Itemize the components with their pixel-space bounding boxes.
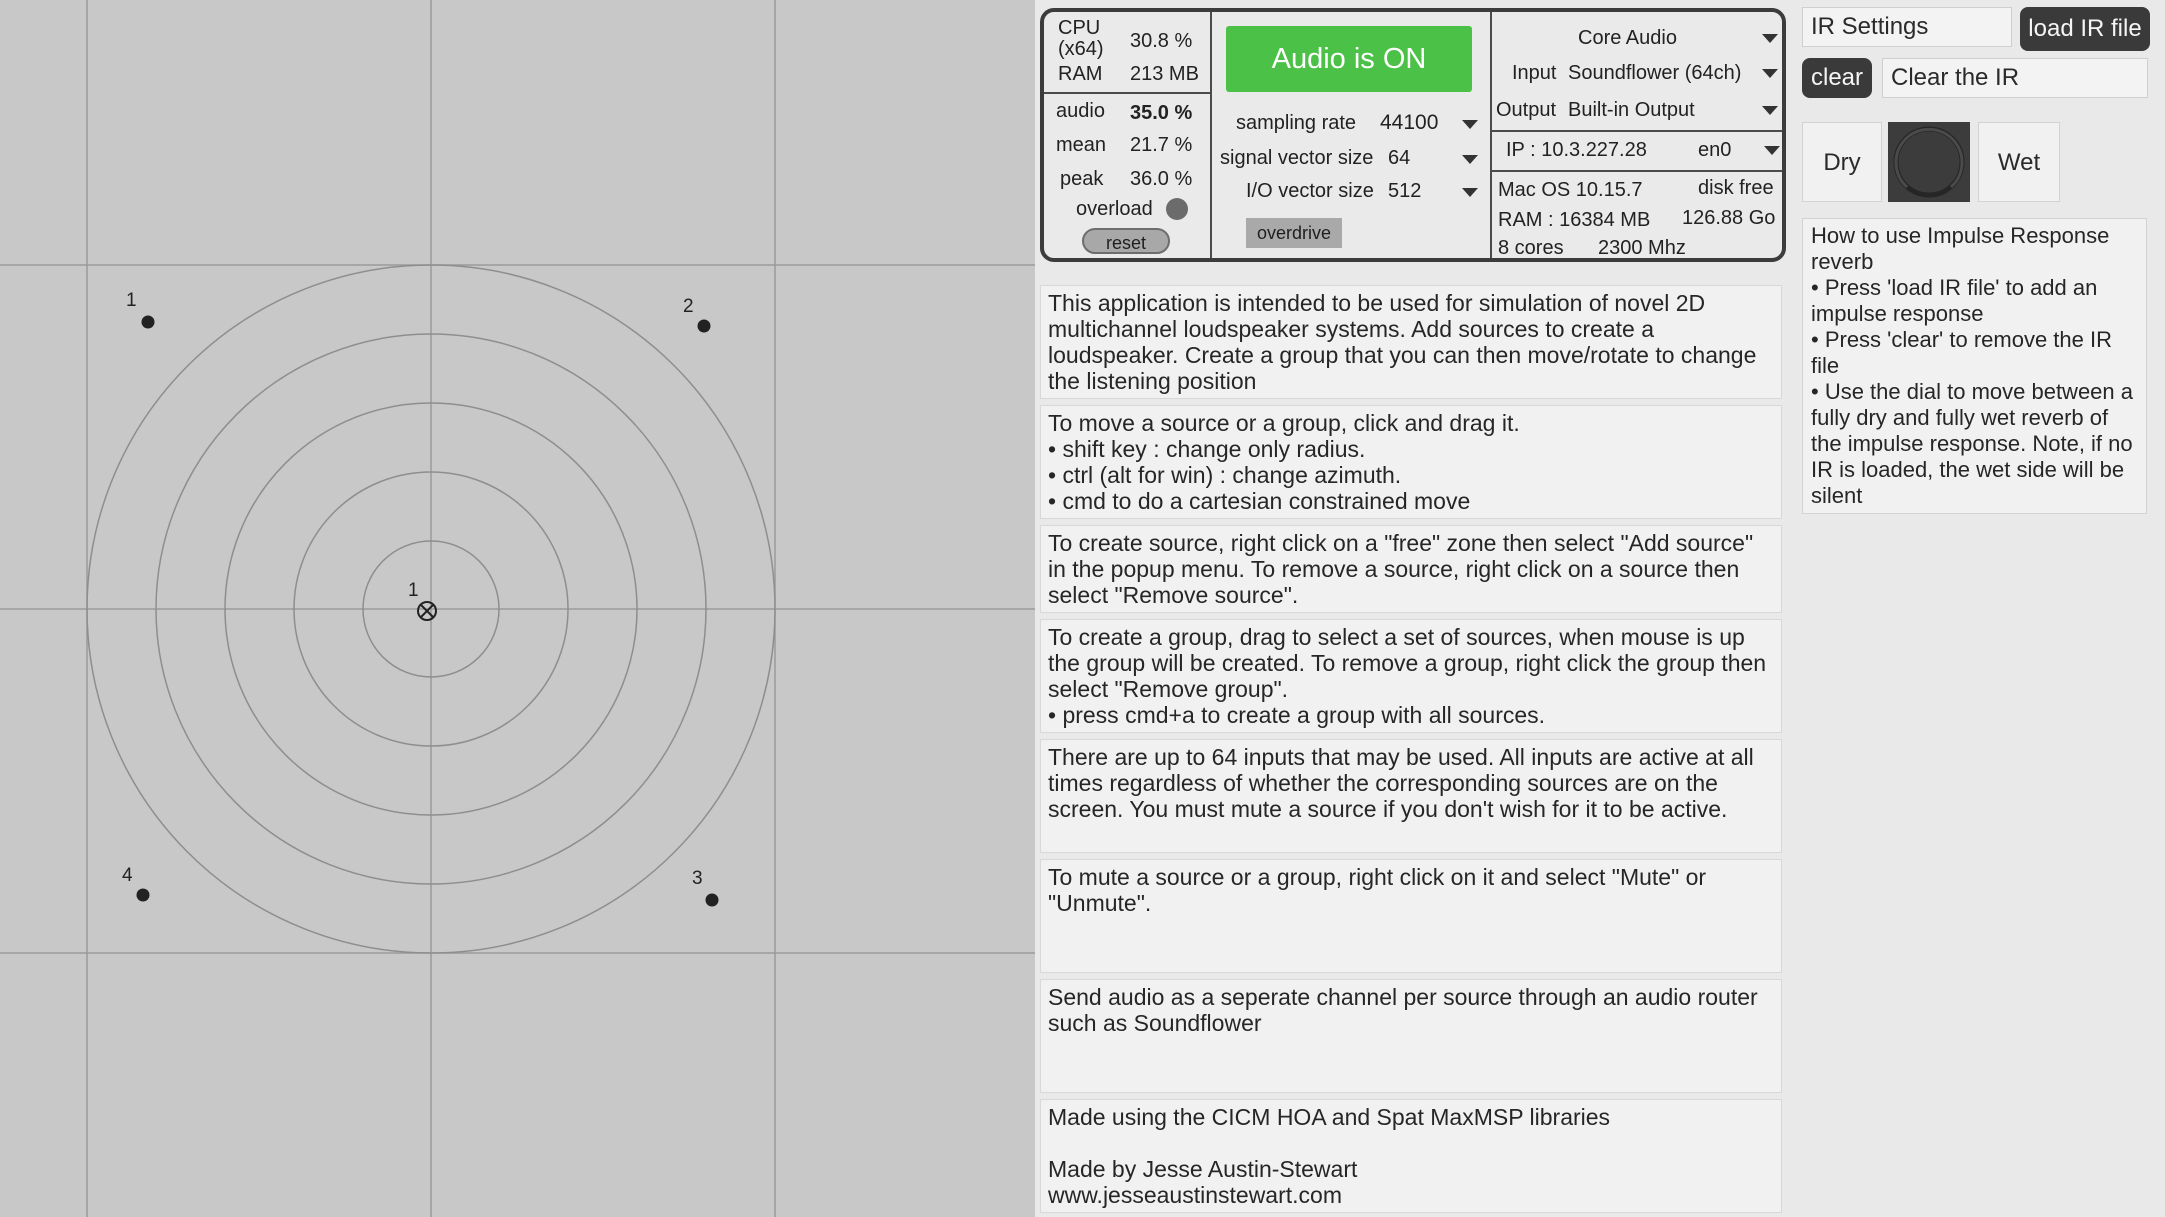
cpu-arch: (x64) [1058, 38, 1104, 60]
ram-total: RAM : 16384 MB [1498, 209, 1651, 231]
spatialization-canvas[interactable] [0, 0, 1035, 1217]
output-label: Output [1496, 99, 1557, 121]
group-marker-icon[interactable] [418, 602, 436, 620]
signal-vector-dropdown-icon[interactable] [1462, 155, 1478, 164]
dial-knob-icon[interactable] [1888, 122, 1970, 202]
clear-ir-description: Clear the IR [1882, 58, 2148, 98]
sampling-rate-dropdown-icon[interactable] [1462, 120, 1478, 129]
cpu-value: 30.8 % [1130, 30, 1193, 52]
dry-label: Dry [1802, 122, 1882, 202]
input-dropdown-icon[interactable] [1762, 69, 1778, 78]
source-point-2[interactable] [698, 320, 711, 333]
clear-ir-button[interactable]: clear [1802, 58, 1872, 98]
mean-value: 21.7 % [1130, 134, 1193, 156]
dsp-settings [1212, 12, 1492, 258]
sampling-rate-value[interactable]: 44100 [1380, 111, 1439, 134]
peak-label: peak [1060, 168, 1104, 190]
wet-label: Wet [1978, 122, 2060, 202]
load-ir-button[interactable]: load IR file [2020, 7, 2150, 51]
os-version: Mac OS 10.15.7 [1498, 179, 1643, 201]
audio-load-value: 35.0 % [1130, 102, 1193, 124]
info-box-credits: Made using the CICM HOA and Spat MaxMSP libraries Made by Jesse Austin-Stewart www.jesseaustinstewart.com [1040, 1099, 1782, 1213]
info-box-mute: To mute a source or a group, right click on it and select "Mute" or "Unmute". [1040, 859, 1782, 973]
output-dropdown-icon[interactable] [1762, 106, 1778, 115]
source-point-3[interactable] [706, 894, 719, 907]
source-label-2: 2 [683, 296, 694, 317]
reset-button[interactable]: reset [1082, 228, 1170, 254]
ip-address: IP : 10.3.227.28 [1506, 139, 1647, 161]
mean-label: mean [1056, 134, 1107, 156]
output-device-select[interactable]: Built-in Output [1568, 99, 1695, 121]
ir-settings-title: IR Settings [1802, 7, 2012, 47]
network-interface-select[interactable]: en0 [1698, 139, 1732, 161]
audio-toggle-button[interactable]: Audio is ON [1226, 26, 1472, 92]
device-info [1492, 12, 1786, 258]
ram-label: RAM [1058, 63, 1103, 85]
cpu-speed: 2300 Mhz [1598, 237, 1686, 259]
io-vector-value[interactable]: 512 [1388, 180, 1422, 202]
source-label-3: 3 [692, 868, 703, 889]
info-box-routing: Send audio as a seperate channel per source through an audio router such as Soundflower [1040, 979, 1782, 1093]
info-box-inputs: There are up to 64 inputs that may be used. All inputs are active at all times regardless of whether the corresponding sources are on the screen. You must mute a source if you don't wish for it to be active. [1040, 739, 1782, 853]
info-box-create-source: To create source, right click on a "free" zone then select "Add source" in the popup menu. To remove a source, right click on a source then select "Remove source". [1040, 525, 1782, 613]
signal-vector-label: signal vector size [1220, 147, 1374, 169]
cpu-label: CPU [1058, 17, 1101, 39]
overload-indicator [1166, 198, 1188, 220]
dry-wet-dial[interactable] [1888, 122, 1970, 202]
signal-vector-value[interactable]: 64 [1388, 147, 1411, 169]
driver-dropdown-icon[interactable] [1762, 34, 1778, 43]
ram-value: 213 MB [1130, 63, 1199, 85]
group-label: 1 [408, 580, 419, 601]
ir-help-text: How to use Impulse Response reverb • Press 'load IR file' to add an impulse response • Press 'clear' to remove the IR file • Use the dial to move between a fully dry and fully wet reverb of the impulse response. Note, if no IR is loaded, the wet side will be silent [1802, 218, 2147, 514]
disk-free-label: disk free [1698, 177, 1774, 199]
sampling-rate-label: sampling rate [1236, 112, 1357, 134]
io-vector-dropdown-icon[interactable] [1462, 188, 1478, 197]
source-point-1[interactable] [142, 316, 155, 329]
source-point-4[interactable] [137, 889, 150, 902]
input-label: Input [1512, 62, 1557, 84]
disk-free-value: 126.88 Go [1682, 207, 1776, 229]
cpu-cores: 8 cores [1498, 237, 1564, 259]
cpu-monitor [1044, 12, 1212, 258]
overdrive-toggle[interactable]: overdrive [1246, 218, 1342, 248]
info-box-move: To move a source or a group, click and drag it. • shift key : change only radius. • ctrl (alt for win) : change azimuth. • cmd to do a cartesian constrained move [1040, 405, 1782, 519]
overload-label: overload [1076, 198, 1153, 220]
interface-dropdown-icon[interactable] [1764, 146, 1780, 155]
driver-select[interactable]: Core Audio [1578, 27, 1677, 49]
speaker-field-grid [0, 0, 1035, 1217]
io-vector-label: I/O vector size [1246, 180, 1374, 202]
info-box-create-group: To create a group, drag to select a set of sources, when mouse is up the group will be created. To remove a group, right click the group then select "Remove group". • press cmd+a to create a group with all sources. [1040, 619, 1782, 733]
info-box-intro: This application is intended to be used for simulation of novel 2D multichannel loudspeaker systems. Add sources to create a loudspeaker. Create a group that you can then move/rotate to change the listening position [1040, 285, 1782, 399]
input-device-select[interactable]: Soundflower (64ch) [1568, 62, 1742, 84]
dsp-status-panel [1040, 8, 1786, 262]
audio-load-label: audio [1056, 100, 1105, 122]
source-label-1: 1 [126, 290, 137, 311]
source-label-4: 4 [122, 865, 133, 886]
peak-value: 36.0 % [1130, 168, 1193, 190]
